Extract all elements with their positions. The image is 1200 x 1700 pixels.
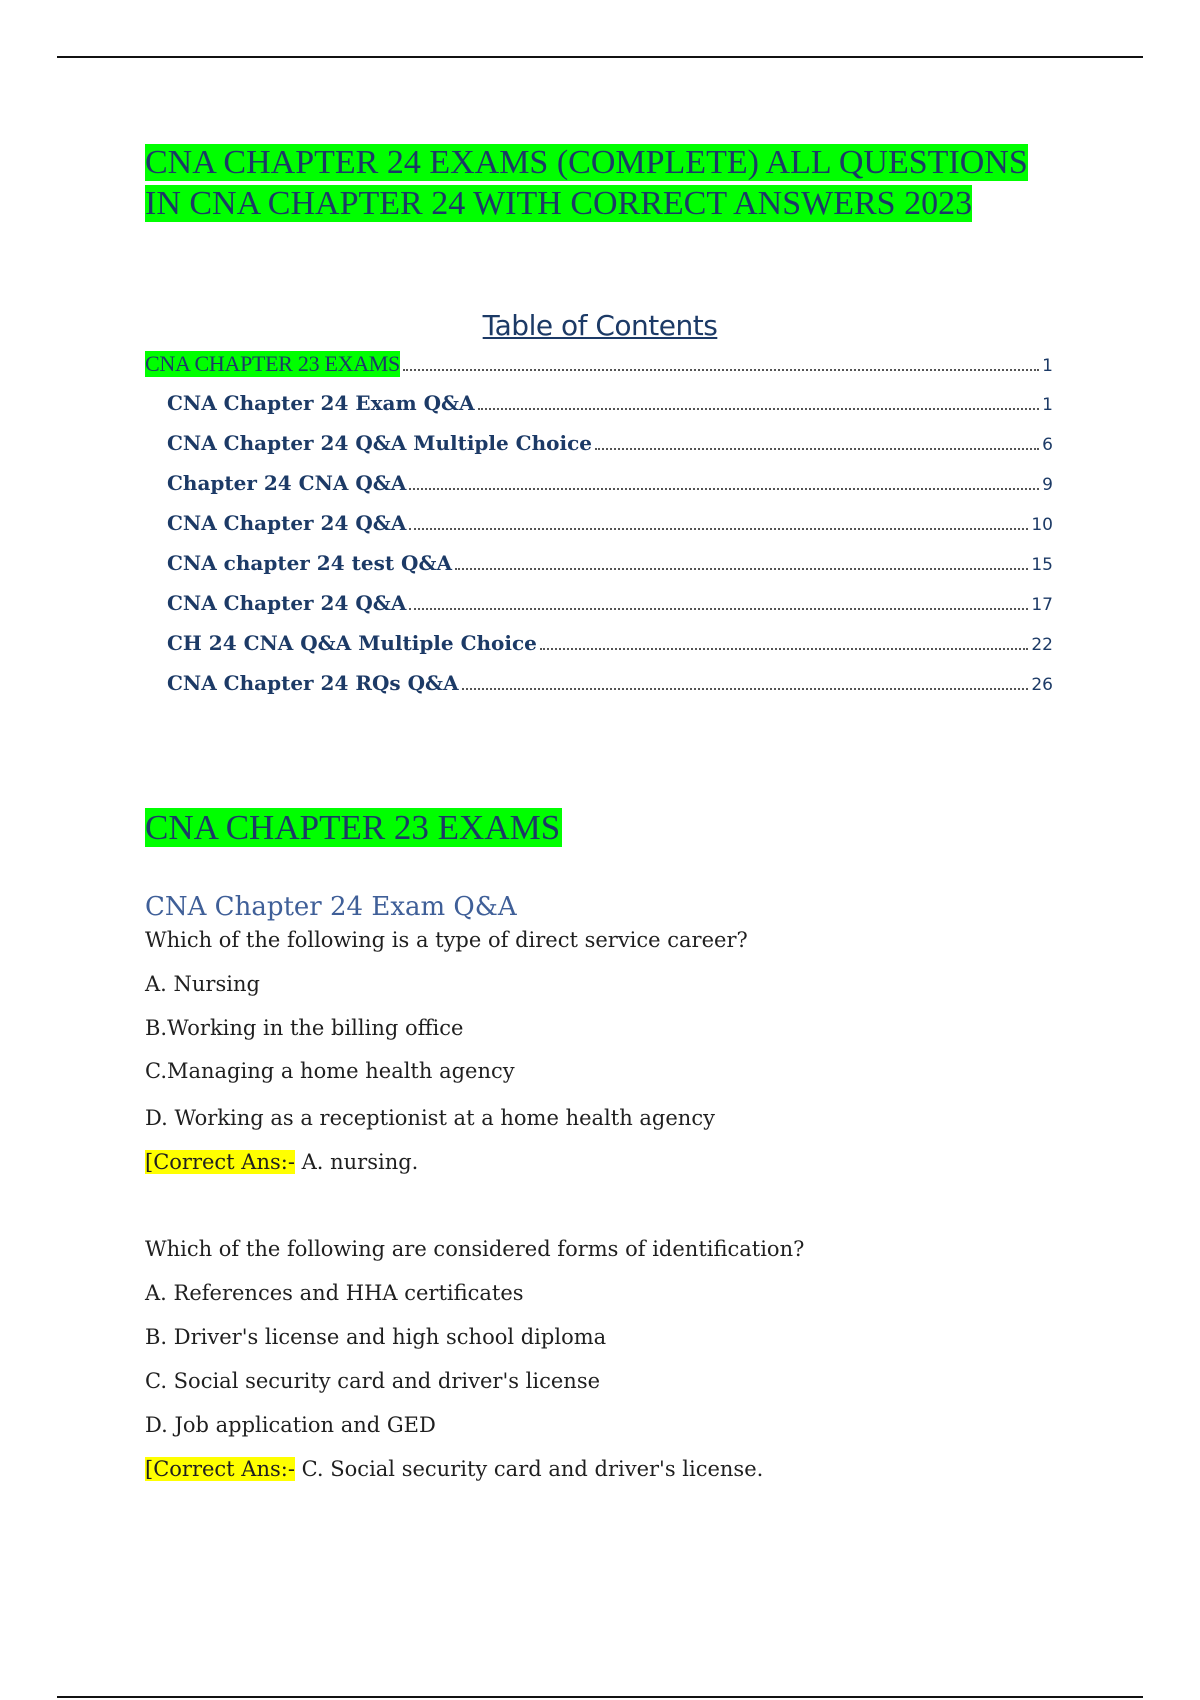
toc-entry-label[interactable]: CH 24 CNA Q&A Multiple Choice: [167, 631, 537, 655]
document-title-line-1: CNA CHAPTER 24 EXAMS (COMPLETE) ALL QUESTIONS: [145, 144, 1028, 181]
toc-entry-label[interactable]: CNA Chapter 24 Exam Q&A: [167, 391, 475, 415]
toc-entry[interactable]: [145, 471, 1053, 511]
question-text: Which of the following are considered forms of identification?: [145, 1237, 805, 1261]
question-text: Which of the following is a type of direct service career?: [145, 928, 748, 952]
toc-entry-page: 1: [1042, 356, 1053, 376]
toc-entry-label[interactable]: Chapter 24 CNA Q&A: [167, 471, 407, 495]
toc-entry-label[interactable]: CNA CHAPTER 23 EXAMS: [145, 351, 400, 376]
correct-answer: [145, 1150, 1045, 1174]
answer-option: D. Working as a receptionist at a home health agency: [145, 1106, 715, 1130]
correct-answer-text: A. nursing.: [294, 1150, 419, 1174]
answer-option: C. Social security card and driver's license: [145, 1369, 601, 1393]
toc-leader-dots: [403, 368, 1039, 371]
toc-entry[interactable]: [145, 631, 1053, 671]
question-block: [145, 1237, 1045, 1481]
toc-leader-dots: [478, 407, 1040, 410]
answer-option: D. Job application and GED: [145, 1413, 436, 1437]
answer-option: C.Managing a home health agency: [145, 1059, 515, 1083]
toc-leader-dots: [540, 647, 1028, 650]
question-block: [145, 928, 1045, 1174]
toc-entry-page: 9: [1042, 475, 1053, 495]
toc-leader-dots: [409, 527, 1028, 530]
toc-entry-page: 22: [1031, 635, 1053, 655]
toc-entry-page: 1: [1042, 395, 1053, 415]
toc-leader-dots: [455, 567, 1028, 570]
toc-entry[interactable]: [145, 351, 1053, 391]
answer-option: A. References and HHA certificates: [145, 1281, 524, 1305]
toc-entry-page: 6: [1042, 435, 1053, 455]
toc-entry-label[interactable]: CNA Chapter 24 Q&A: [167, 511, 407, 535]
section-heading-text: CNA CHAPTER 23 EXAMS: [145, 808, 561, 847]
correct-answer-text: C. Social security card and driver's license.: [294, 1457, 764, 1481]
correct-answer-tag: [Correct Ans:-: [145, 1150, 295, 1174]
answer-option: B.Working in the billing office: [145, 1016, 464, 1040]
toc-entry-label[interactable]: CNA chapter 24 test Q&A: [167, 551, 453, 575]
toc-entry-label[interactable]: CNA Chapter 24 Q&A Multiple Choice: [167, 431, 592, 455]
toc-entry[interactable]: [145, 391, 1053, 431]
toc-entry-page: 17: [1031, 595, 1053, 615]
toc-leader-dots: [409, 607, 1028, 610]
toc-entry[interactable]: [145, 671, 1053, 711]
toc-entry-page: 15: [1031, 555, 1053, 575]
toc-entry[interactable]: [145, 551, 1053, 591]
answer-option: A. Nursing: [145, 972, 260, 996]
document-title: [145, 142, 1075, 224]
toc-entry-page: 10: [1031, 515, 1053, 535]
section-heading: [145, 808, 562, 848]
toc-entry[interactable]: [145, 431, 1053, 471]
toc-entry-label[interactable]: CNA Chapter 24 Q&A: [167, 591, 407, 615]
document-title-line-2: IN CNA CHAPTER 24 WITH CORRECT ANSWERS 2023: [145, 185, 973, 222]
correct-answer: [145, 1457, 1045, 1481]
toc-entry[interactable]: [145, 591, 1053, 631]
toc-heading: Table of Contents: [482, 309, 718, 342]
toc-entry-page: 26: [1031, 675, 1053, 695]
answer-option: B. Driver's license and high school diploma: [145, 1325, 607, 1349]
section-subheading: CNA Chapter 24 Exam Q&A: [145, 892, 517, 922]
top-rule: [57, 56, 1143, 58]
table-of-contents: [145, 351, 1053, 711]
correct-answer-tag: [Correct Ans:-: [145, 1457, 295, 1481]
bottom-rule: [57, 1696, 1143, 1698]
toc-leader-dots: [462, 687, 1029, 690]
toc-leader-dots: [409, 487, 1039, 490]
toc-entry[interactable]: [145, 511, 1053, 551]
toc-entry-label[interactable]: CNA Chapter 24 RQs Q&A: [167, 671, 459, 695]
toc-leader-dots: [595, 447, 1039, 450]
